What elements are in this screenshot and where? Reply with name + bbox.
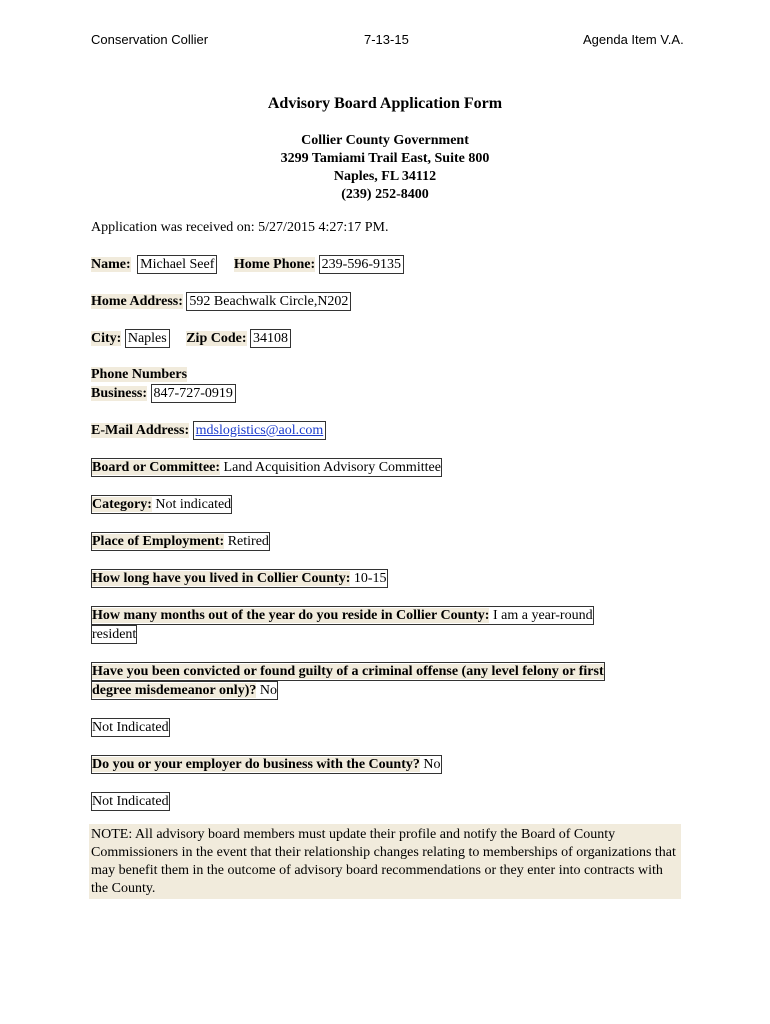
board-label: Board or Committee: bbox=[92, 460, 221, 475]
email-label: E-Mail Address: bbox=[91, 423, 190, 438]
city-zip-row bbox=[91, 329, 291, 348]
convicted-detail: Not Indicated bbox=[92, 720, 169, 735]
name-row bbox=[91, 255, 404, 274]
category-field bbox=[91, 495, 232, 514]
category-value: Not indicated bbox=[155, 497, 232, 512]
category-label: Category: bbox=[92, 497, 152, 512]
business-phone-value: 847-727-0919 bbox=[151, 384, 236, 403]
months-row-2 bbox=[91, 625, 137, 644]
convicted-value: No bbox=[259, 683, 277, 698]
zip-value: 34108 bbox=[250, 329, 291, 348]
email-link[interactable]: mdslogistics@aol.com bbox=[193, 421, 327, 440]
business-county-detail: Not Indicated bbox=[92, 794, 169, 809]
email-row bbox=[91, 421, 326, 440]
business-phone-row bbox=[91, 384, 236, 403]
convicted-field bbox=[91, 662, 605, 681]
months-value-continued: resident bbox=[92, 627, 137, 642]
home-phone-label: Home Phone: bbox=[233, 257, 316, 272]
business-county-row bbox=[91, 755, 442, 774]
months-label: How many months out of the year do you reside in Collier County: bbox=[92, 608, 490, 623]
business-county-detail-row bbox=[91, 792, 170, 811]
org-name: Collier County Government bbox=[301, 133, 469, 148]
form-title: Advisory Board Application Form bbox=[267, 95, 503, 112]
business-county-label: Do you or your employer do business with the County? bbox=[92, 757, 420, 772]
employment-field bbox=[91, 532, 270, 551]
convicted-row-2 bbox=[91, 681, 278, 700]
header-date: 7-13-15 bbox=[364, 32, 409, 47]
lived-row bbox=[91, 569, 388, 588]
home-phone-value: 239-596-9135 bbox=[319, 255, 404, 274]
board-field bbox=[91, 458, 442, 477]
home-address-row bbox=[91, 292, 351, 311]
convicted-row-1 bbox=[91, 662, 605, 681]
lived-label: How long have you lived in Collier County: bbox=[92, 571, 351, 586]
convicted-label: Have you been convicted or found guilty of a criminal offense (any level felony or first bbox=[92, 664, 604, 679]
business-county-field bbox=[91, 755, 442, 774]
business-phone-label: Business: bbox=[91, 386, 148, 401]
board-row bbox=[91, 458, 442, 477]
employment-value: Retired bbox=[227, 534, 269, 549]
home-address-value: 592 Beachwalk Circle,N202 bbox=[186, 292, 351, 311]
org-city: Naples, FL 34112 bbox=[333, 169, 437, 184]
org-address: 3299 Tamiami Trail East, Suite 800 bbox=[280, 151, 490, 166]
category-row bbox=[91, 495, 232, 514]
header-agenda-item: Agenda Item V.A. bbox=[583, 32, 684, 47]
months-value: I am a year-round bbox=[492, 608, 593, 623]
name-label: Name: bbox=[91, 257, 131, 272]
phone-numbers-label: Phone Numbers bbox=[91, 367, 188, 382]
board-value: Land Acquisition Advisory Committee bbox=[223, 460, 441, 475]
phone-numbers-heading bbox=[91, 366, 187, 384]
convicted-label-continued: degree misdemeanor only)? bbox=[92, 683, 257, 698]
name-value: Michael Seef bbox=[137, 255, 217, 274]
employment-label: Place of Employment: bbox=[92, 534, 225, 549]
received-line: Application was received on: 5/27/2015 4:27:17 PM. bbox=[91, 220, 389, 235]
months-field bbox=[91, 606, 594, 625]
business-county-value: No bbox=[423, 757, 441, 772]
org-block bbox=[0, 132, 770, 204]
convicted-detail-row bbox=[91, 718, 170, 737]
city-value: Naples bbox=[125, 329, 170, 348]
zip-label: Zip Code: bbox=[186, 331, 247, 346]
city-label: City: bbox=[91, 331, 122, 346]
lived-field bbox=[91, 569, 388, 588]
note-box: NOTE: All advisory board members must update their profile and notify the Board of County Commissioners in the event that their relationship changes relating to memberships of organizations that may benefit them in the outcome of advisory board recommendations or they enter into contracts with the County. bbox=[89, 824, 681, 899]
employment-row bbox=[91, 532, 270, 551]
months-row-1 bbox=[91, 606, 594, 625]
header-left: Conservation Collier bbox=[91, 32, 209, 47]
convicted-field-continued bbox=[91, 681, 278, 700]
lived-value: 10-15 bbox=[353, 571, 387, 586]
home-address-label: Home Address: bbox=[91, 294, 183, 309]
org-phone: (239) 252-8400 bbox=[341, 187, 429, 202]
